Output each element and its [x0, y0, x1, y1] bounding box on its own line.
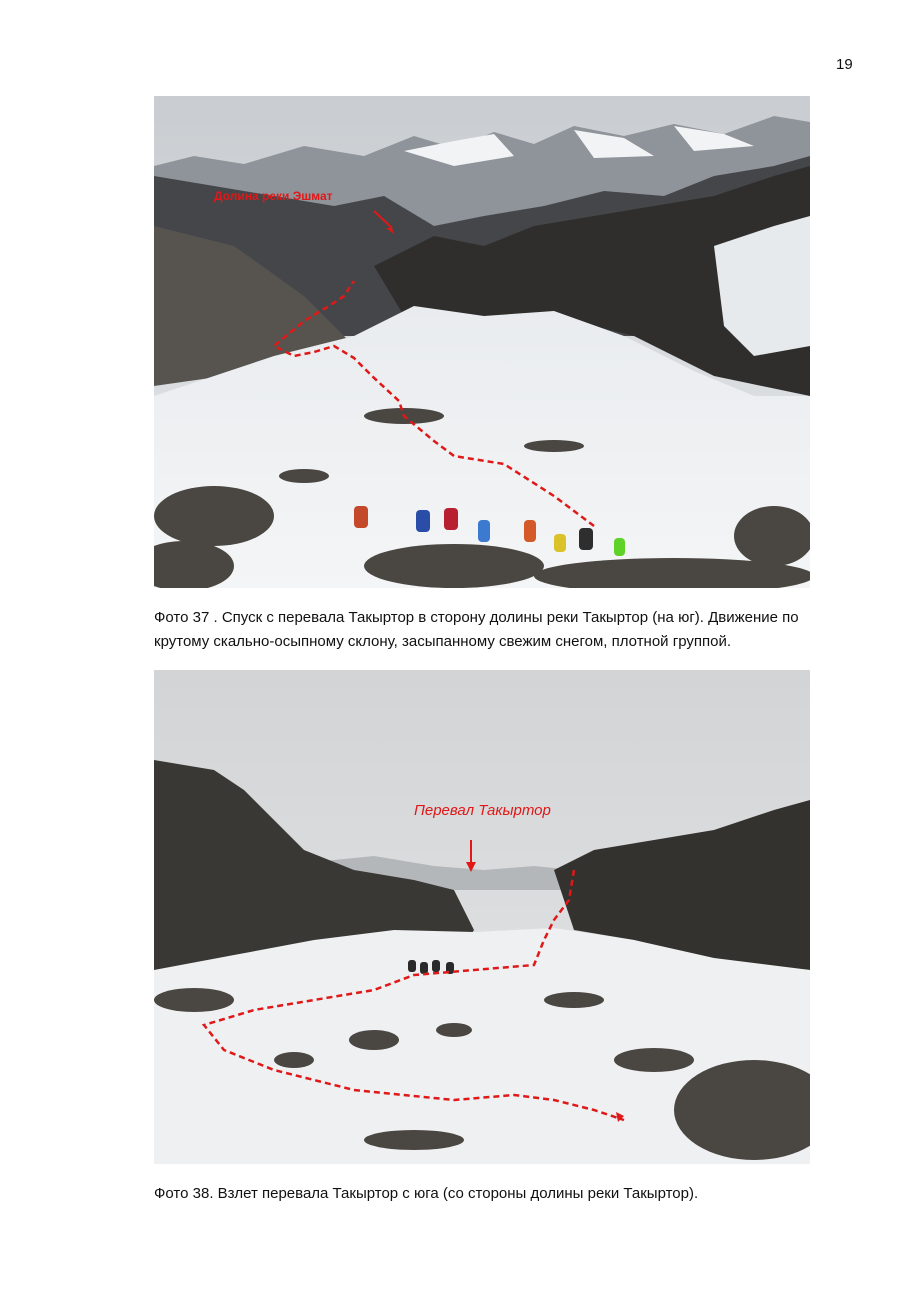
photo-37-caption: [154, 606, 834, 654]
page-number: 19: [836, 56, 853, 73]
photo-38-caption: [154, 1182, 834, 1206]
valley-label: Долина реки Эшмат: [214, 189, 333, 203]
photo-38: [154, 670, 810, 1164]
caption-line: крутому скально-осыпному склону, засыпанному свежим снегом, плотной группой.: [154, 633, 732, 650]
pass-label: Перевал Такыртор: [414, 802, 551, 819]
caption-line: Фото 38. Взлет перевала Такыртор с юга (со стороны долины реки Такыртор).: [154, 1185, 699, 1202]
caption-line: Фото 37 . Спуск с перевала Такыртор в сторону долины реки Такыртор (на юг). Движение по: [154, 609, 799, 626]
photo-37: [154, 96, 810, 588]
